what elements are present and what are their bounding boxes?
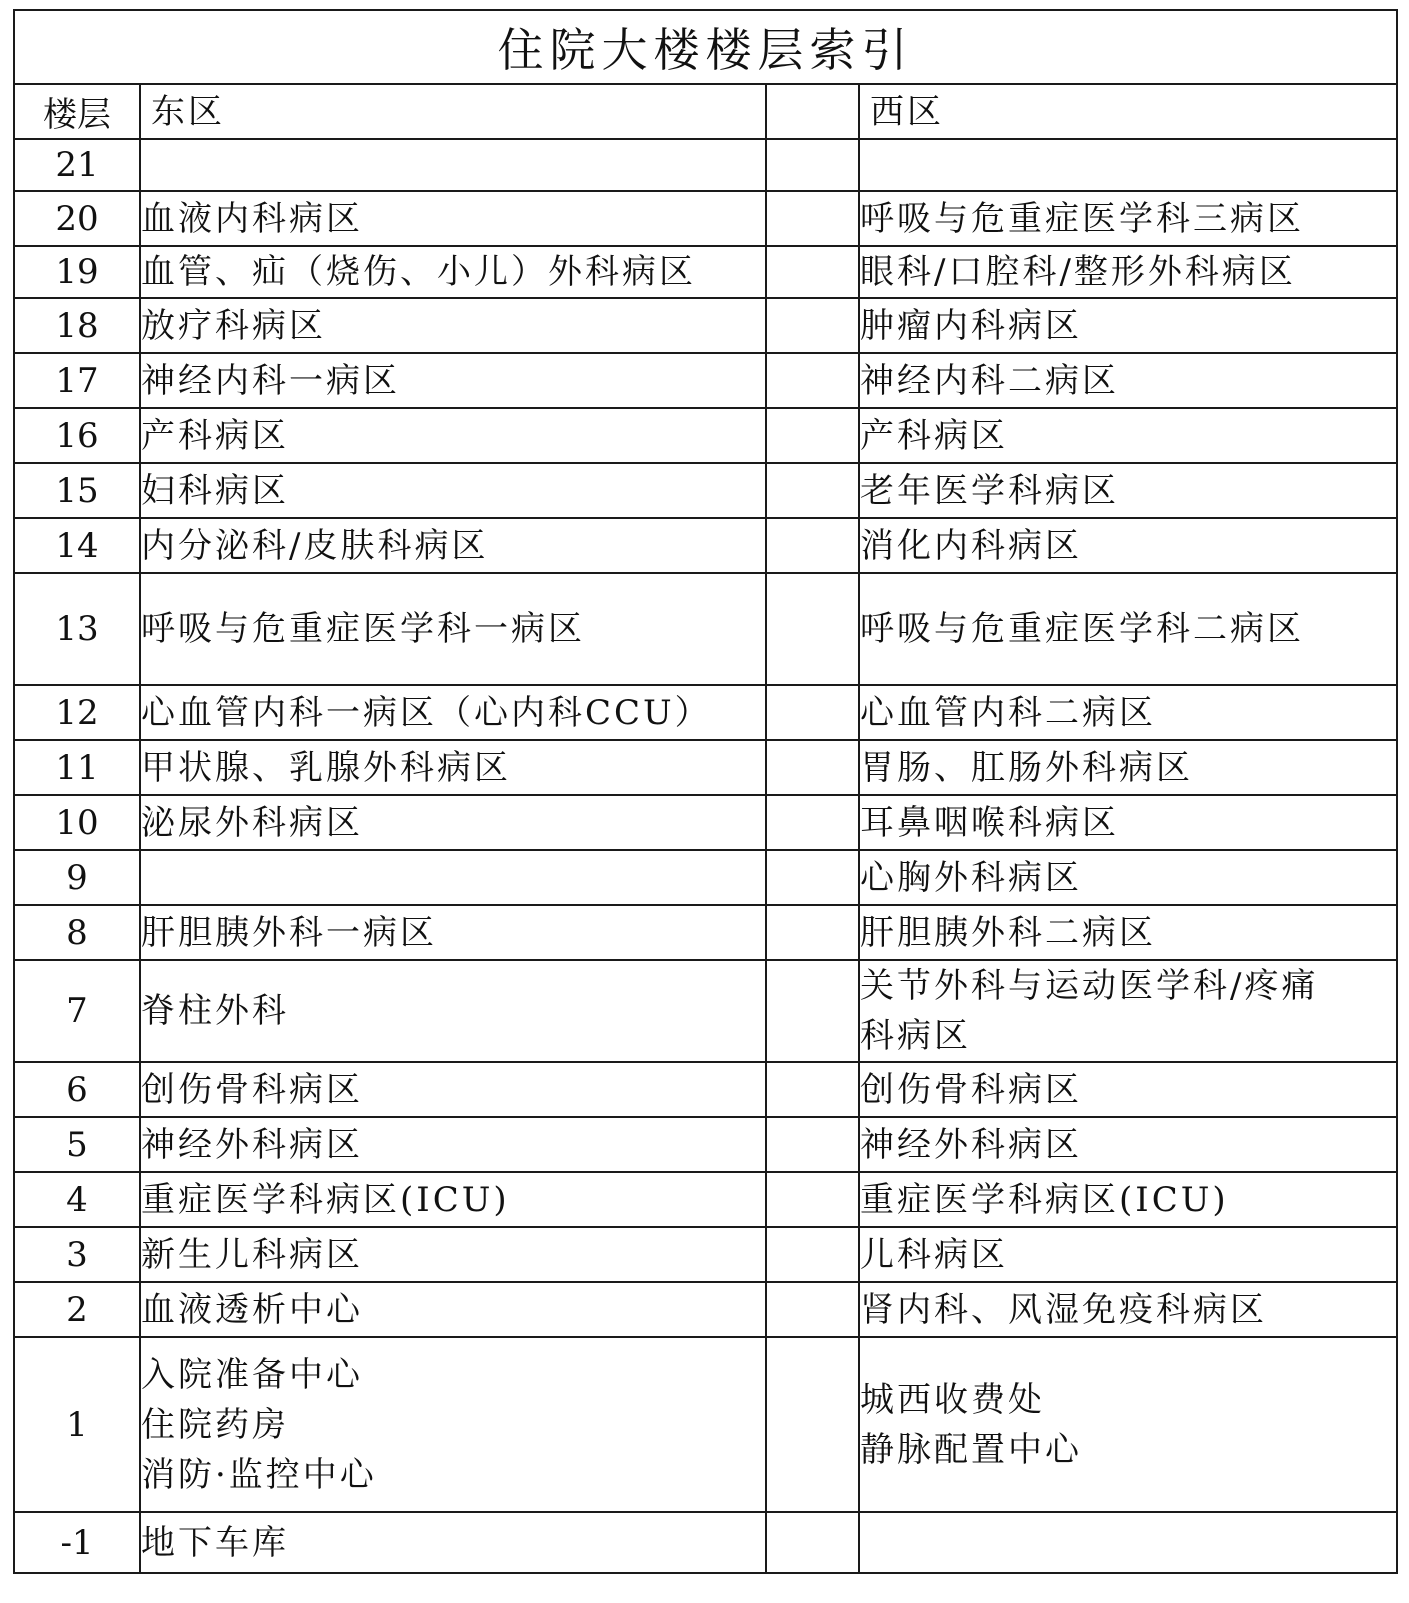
- west-ward-name: 呼吸与危重症医学科二病区: [860, 609, 1304, 649]
- floor-number: 2: [14, 1282, 140, 1337]
- west-area-cell: [859, 573, 1397, 685]
- floor-number: 11: [14, 740, 140, 795]
- east-ward-name: 内分泌科/皮肤科病区: [141, 525, 489, 566]
- west-ward-name: 重症医学科病区(ICU): [860, 1179, 1229, 1220]
- header-floor: 楼层: [14, 84, 140, 139]
- east-area-cell: [140, 795, 766, 850]
- west-ward-name: 心血管内科二病区: [860, 692, 1156, 733]
- east-area-cell: [140, 246, 766, 298]
- gap-cell: [766, 353, 859, 408]
- west-ward-name: 眼科/口腔科/整形外科病区: [860, 252, 1296, 292]
- east-area-cell: [140, 1227, 766, 1282]
- west-area-cell: [859, 795, 1397, 850]
- gap-cell: [766, 573, 859, 685]
- west-area-cell: [859, 191, 1397, 246]
- east-ward-name: 重症医学科病区(ICU): [141, 1179, 510, 1220]
- east-area-cell: [140, 960, 766, 1062]
- east-ward-name: 消防·监控中心: [141, 1454, 377, 1495]
- east-ward-name: 神经内科一病区: [141, 360, 400, 401]
- gap-cell: [766, 905, 859, 960]
- east-ward-name: 新生儿科病区: [141, 1234, 363, 1275]
- west-area-cell: [859, 298, 1397, 353]
- table-row: [14, 246, 1397, 298]
- table-row: [14, 850, 1397, 905]
- west-area-cell: [859, 1227, 1397, 1282]
- east-ward-name: 脊柱外科: [141, 991, 289, 1031]
- east-ward-name: 血液内科病区: [141, 198, 363, 239]
- gap-cell: [766, 1282, 859, 1337]
- west-ward-name: 肿瘤内科病区: [860, 305, 1082, 346]
- gap-cell: [766, 685, 859, 740]
- floor-number: 9: [14, 850, 140, 905]
- floor-number: 14: [14, 518, 140, 573]
- gap-cell: [766, 298, 859, 353]
- gap-cell: [766, 740, 859, 795]
- east-ward-name: 甲状腺、乳腺外科病区: [141, 747, 511, 788]
- west-ward-name: 静脉配置中心: [860, 1429, 1082, 1470]
- gap-cell: [766, 246, 859, 298]
- table-row: [14, 740, 1397, 795]
- gap-cell: [766, 795, 859, 850]
- east-area-cell: [140, 353, 766, 408]
- table-row: [14, 960, 1397, 1062]
- table-title: 住院大楼楼层索引: [14, 10, 1397, 84]
- floor-index-table: [13, 9, 1398, 1574]
- east-area-cell: [140, 463, 766, 518]
- gap-cell: [766, 463, 859, 518]
- gap-cell: [766, 1172, 859, 1227]
- east-area-cell: [140, 191, 766, 246]
- east-ward-name: 血管、疝（烧伤、小儿）外科病区: [141, 252, 696, 292]
- east-ward-name: 神经外科病区: [141, 1124, 363, 1165]
- west-ward-name: 耳鼻咽喉科病区: [860, 802, 1119, 843]
- west-ward-name: 呼吸与危重症医学科三病区: [860, 198, 1304, 239]
- west-area-cell: [859, 139, 1397, 191]
- table-row: [14, 191, 1397, 246]
- east-area-cell: [140, 1282, 766, 1337]
- header-east: 东区: [140, 84, 766, 139]
- east-ward-name: 泌尿外科病区: [141, 802, 363, 843]
- table-row: [14, 1337, 1397, 1512]
- table-row: [14, 1512, 1397, 1573]
- header-west: 西区: [859, 84, 1397, 139]
- east-area-cell: [140, 685, 766, 740]
- table-row: [14, 1117, 1397, 1172]
- east-ward-name: 创伤骨科病区: [141, 1069, 363, 1110]
- table-row: [14, 518, 1397, 573]
- east-ward-name: 妇科病区: [141, 470, 289, 511]
- west-area-cell: [859, 246, 1397, 298]
- floor-number: 12: [14, 685, 140, 740]
- table-row: [14, 298, 1397, 353]
- east-area-cell: [140, 1062, 766, 1117]
- east-ward-name: 呼吸与危重症医学科一病区: [141, 609, 585, 649]
- gap-cell: [766, 518, 859, 573]
- west-ward-name: 老年医学科病区: [860, 470, 1119, 511]
- east-area-cell: [140, 740, 766, 795]
- east-ward-name: 地下车库: [141, 1522, 289, 1563]
- east-area-cell: [140, 1172, 766, 1227]
- west-ward-name: 关节外科与运动医学科/疼痛: [860, 966, 1319, 1006]
- west-area-cell: [859, 518, 1397, 573]
- east-area-cell: [140, 905, 766, 960]
- east-area-cell: [140, 518, 766, 573]
- east-ward-name: 住院药房: [141, 1404, 289, 1445]
- west-ward-name: 消化内科病区: [860, 525, 1082, 566]
- floor-number: 13: [14, 573, 140, 685]
- gap-cell: [766, 1512, 859, 1573]
- east-area-cell: [140, 1512, 766, 1573]
- east-area-cell: [140, 408, 766, 463]
- east-ward-name: 血液透析中心: [141, 1289, 363, 1330]
- gap-cell: [766, 1062, 859, 1117]
- floor-number: 19: [14, 246, 140, 298]
- floor-number: 4: [14, 1172, 140, 1227]
- west-area-cell: [859, 740, 1397, 795]
- east-area-cell: [140, 850, 766, 905]
- table-row: [14, 463, 1397, 518]
- west-area-cell: [859, 1172, 1397, 1227]
- west-area-cell: [859, 463, 1397, 518]
- floor-number: 8: [14, 905, 140, 960]
- west-area-cell: [859, 353, 1397, 408]
- table-row: [14, 1172, 1397, 1227]
- west-ward-name: 神经外科病区: [860, 1124, 1082, 1165]
- east-ward-name: 肝胆胰外科一病区: [141, 912, 437, 953]
- floor-number: 18: [14, 298, 140, 353]
- east-area-cell: [140, 573, 766, 685]
- west-area-cell: [859, 905, 1397, 960]
- west-ward-name: 产科病区: [860, 415, 1008, 456]
- west-ward-name: 肾内科、风湿免疫科病区: [860, 1289, 1267, 1330]
- floor-number: 17: [14, 353, 140, 408]
- gap-cell: [766, 191, 859, 246]
- west-area-cell: [859, 850, 1397, 905]
- floor-number: 7: [14, 960, 140, 1062]
- east-ward-name: 放疗科病区: [141, 305, 326, 346]
- table-row: [14, 1227, 1397, 1282]
- west-ward-name: 神经内科二病区: [860, 360, 1119, 401]
- west-ward-name: 城西收费处: [860, 1379, 1045, 1420]
- west-ward-name: 科病区: [860, 1016, 971, 1056]
- west-area-cell: [859, 408, 1397, 463]
- floor-number: 5: [14, 1117, 140, 1172]
- floor-number: 1: [14, 1337, 140, 1512]
- east-area-cell: [140, 298, 766, 353]
- west-ward-name: 胃肠、肛肠外科病区: [860, 747, 1193, 788]
- east-area-cell: [140, 139, 766, 191]
- floor-number: 21: [14, 139, 140, 191]
- west-ward-name: 肝胆胰外科二病区: [860, 912, 1156, 953]
- gap-cell: [766, 139, 859, 191]
- east-ward-name: 心血管内科一病区（心内科CCU）: [141, 692, 712, 733]
- table-row: [14, 905, 1397, 960]
- table-row: [14, 408, 1397, 463]
- table-row: [14, 795, 1397, 850]
- table-row: [14, 353, 1397, 408]
- table-row: [14, 685, 1397, 740]
- west-ward-name: 儿科病区: [860, 1234, 1008, 1275]
- table-row: [14, 1062, 1397, 1117]
- table-row: [14, 1282, 1397, 1337]
- floor-number: 10: [14, 795, 140, 850]
- gap-cell: [766, 850, 859, 905]
- west-ward-name: 创伤骨科病区: [860, 1069, 1082, 1110]
- gap-cell: [766, 960, 859, 1062]
- west-area-cell: [859, 1337, 1397, 1512]
- west-area-cell: [859, 1512, 1397, 1573]
- gap-cell: [766, 1337, 859, 1512]
- east-ward-name: 产科病区: [141, 415, 289, 456]
- east-ward-name: 入院准备中心: [141, 1354, 363, 1395]
- floor-number: 3: [14, 1227, 140, 1282]
- gap-cell: [766, 1227, 859, 1282]
- floor-number: 20: [14, 191, 140, 246]
- west-area-cell: [859, 1062, 1397, 1117]
- floor-number: 6: [14, 1062, 140, 1117]
- floor-number: 15: [14, 463, 140, 518]
- floor-number: -1: [14, 1512, 140, 1573]
- gap-cell: [766, 408, 859, 463]
- west-area-cell: [859, 1117, 1397, 1172]
- west-area-cell: [859, 1282, 1397, 1337]
- west-ward-name: 心胸外科病区: [860, 857, 1082, 898]
- west-area-cell: [859, 960, 1397, 1062]
- floor-number: 16: [14, 408, 140, 463]
- east-area-cell: [140, 1337, 766, 1512]
- table-row: [14, 139, 1397, 191]
- table-row: [14, 573, 1397, 685]
- header-gap: [766, 84, 859, 139]
- west-area-cell: [859, 685, 1397, 740]
- east-area-cell: [140, 1117, 766, 1172]
- gap-cell: [766, 1117, 859, 1172]
